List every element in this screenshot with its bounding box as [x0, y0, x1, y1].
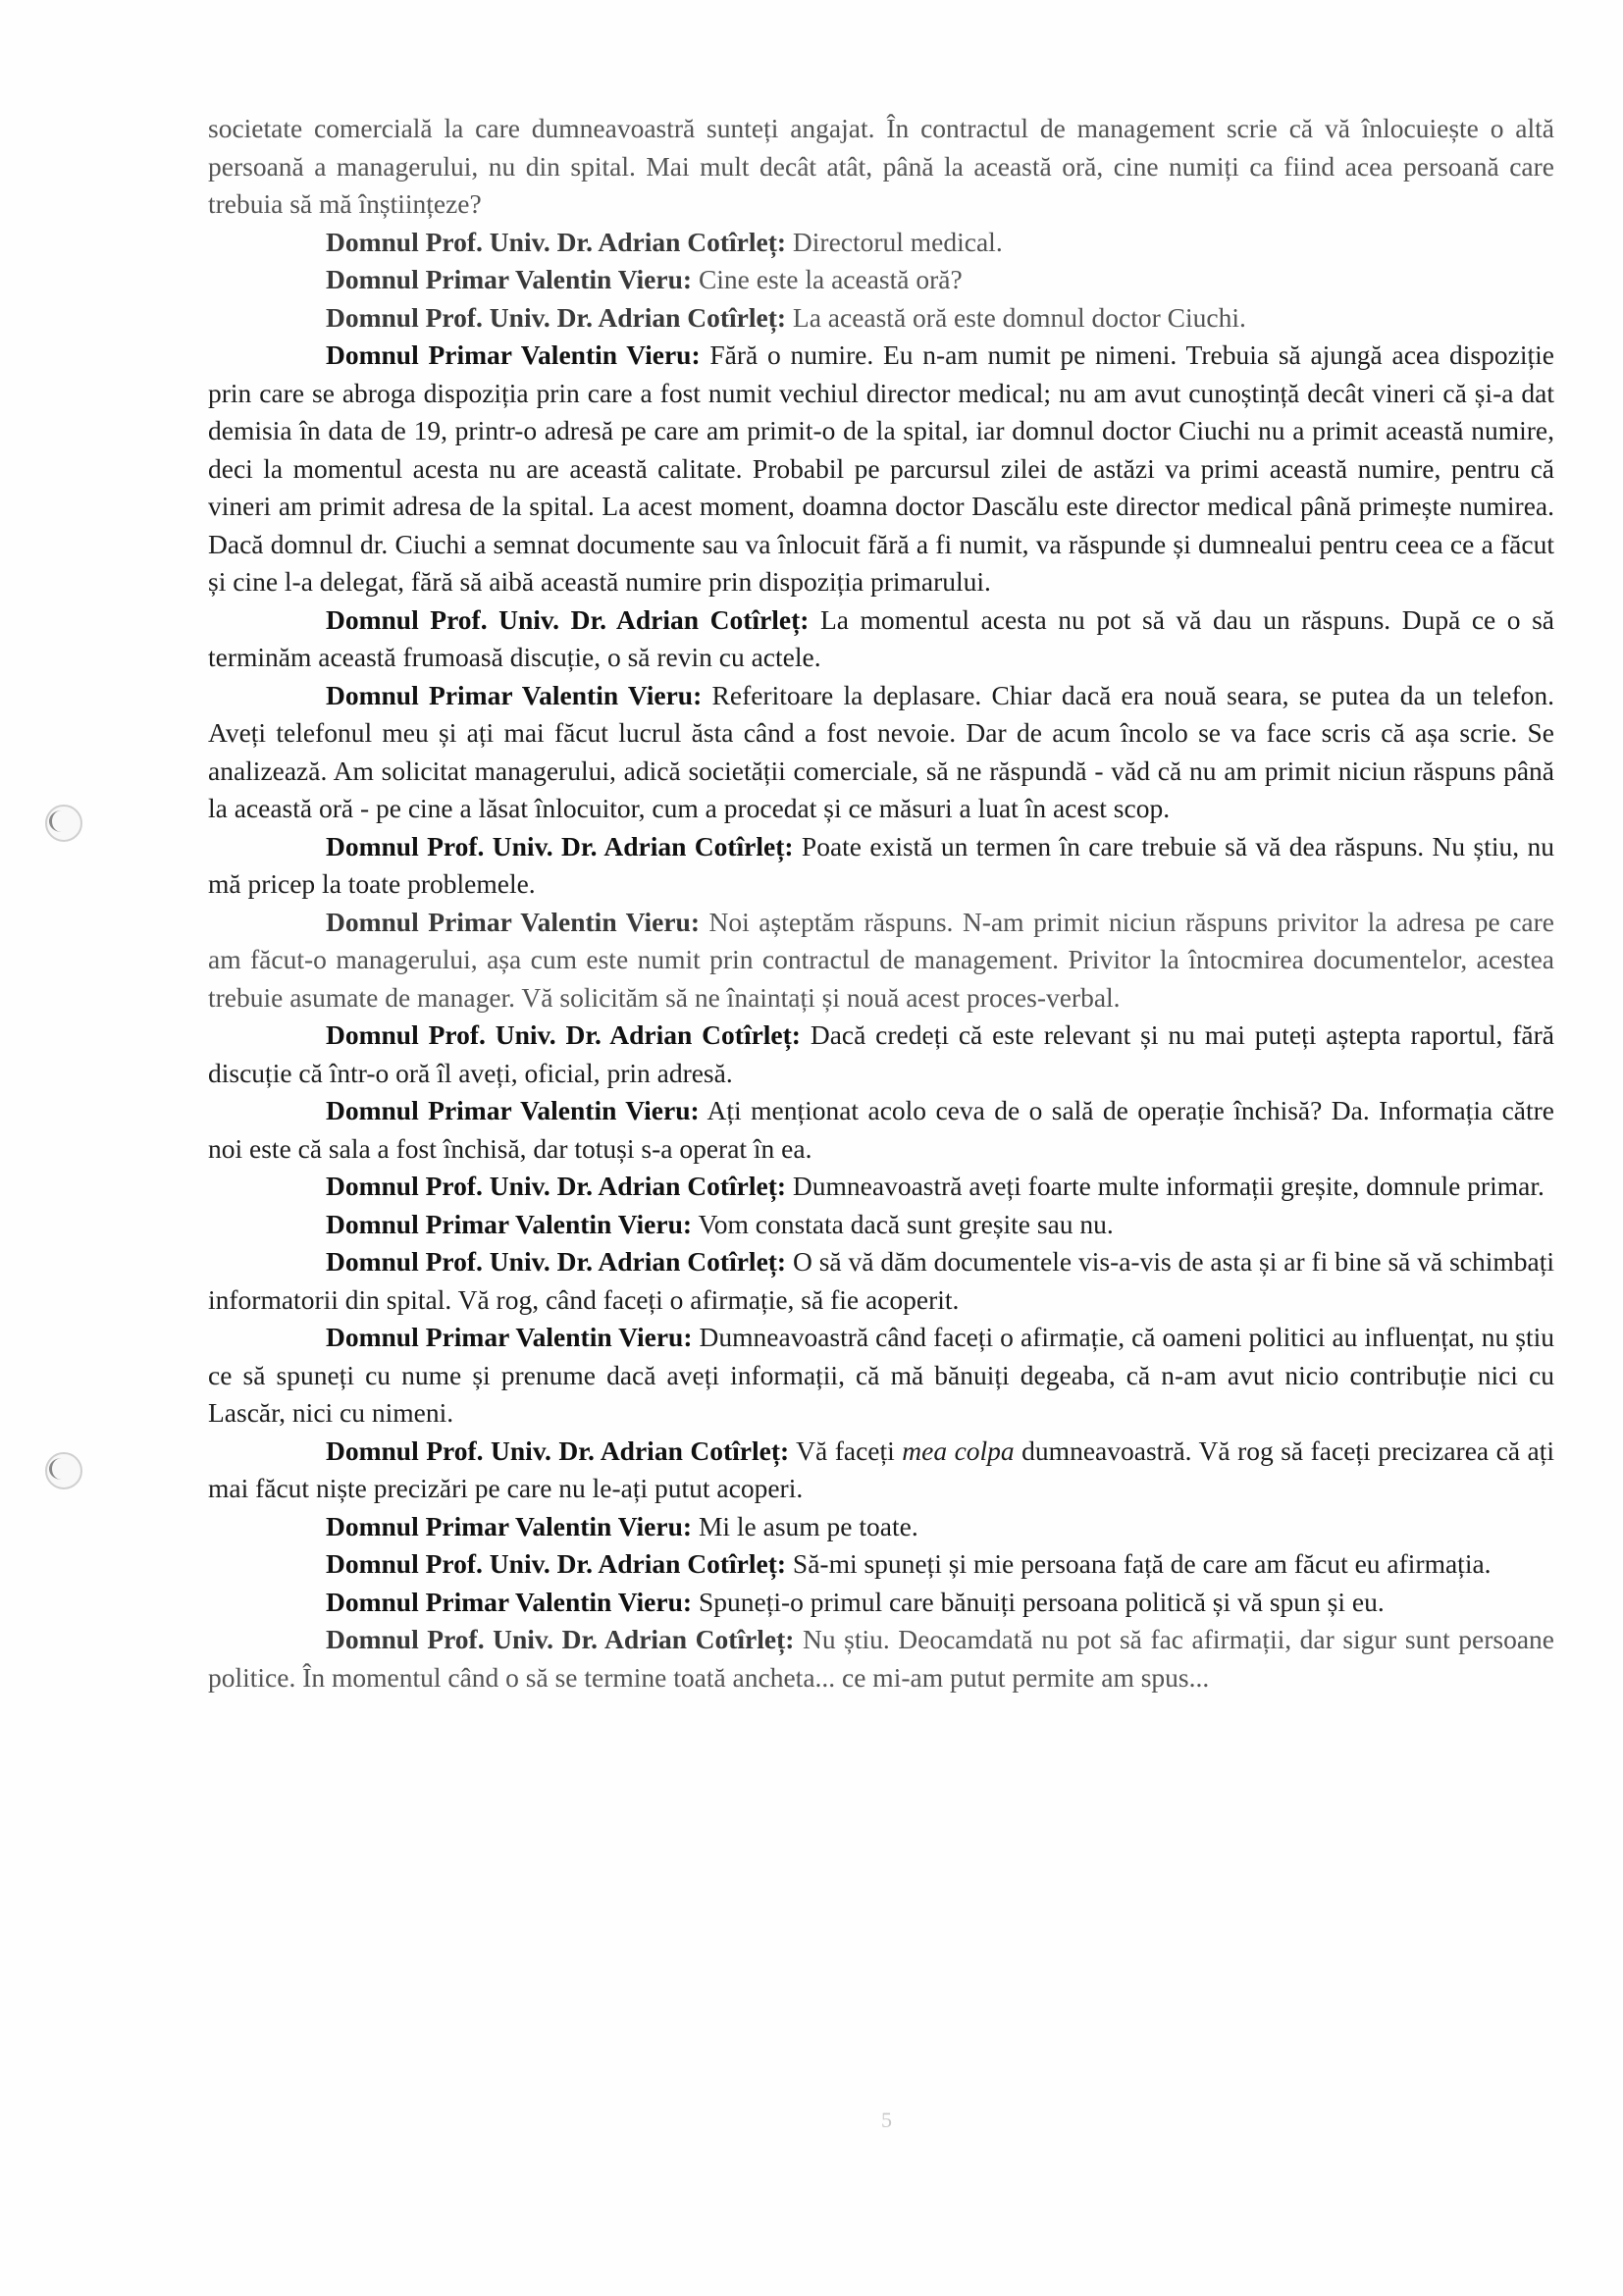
paragraph-9 [208, 1017, 1554, 1092]
utterance: Poate există un termen în care trebuie să vă dea răspuns. Nu știu, nu mă pricep la toate problemele. [208, 830, 1554, 899]
transcript-body [208, 110, 1554, 1696]
paragraph-12 [208, 1206, 1554, 1244]
utterance-after: dumneavoastră. Vă rog să faceți precizarea că ați mai făcut niște precizări pe care nu le-ați putut acoperi. [208, 1435, 1555, 1503]
paragraph-11 [208, 1168, 1554, 1206]
speaker-vieru: Domnul Primar Valentin Vieru: [326, 1208, 693, 1239]
speaker-cotirlet: Domnul Prof. Univ. Dr. Adrian Cotîrleț: [326, 1246, 787, 1277]
paragraph-16 [208, 1508, 1554, 1546]
paragraph-17 [208, 1545, 1554, 1584]
utterance: Mi le asum pe toate. [692, 1510, 918, 1541]
speaker-cotirlet: Domnul Prof. Univ. Dr. Adrian Cotîrleț: [326, 1171, 787, 1201]
utterance: Nu știu. Deocamdată nu pot să fac afirmații, dar sigur sunt persoane politice. În momentul când o să se termine toată ancheta... ce mi-am putut permite am spus... [208, 1624, 1554, 1693]
paragraph-1 [208, 224, 1554, 262]
utterance: Dumneavoastră când faceți o afirmație, că oameni politici au influențat, nu știu ce să spuneți cu nume și prenume dacă aveți informații, că mă bănuiți degeaba, că n-am avut nicio contribuție nici cu Lascăr, nici cu nimeni. [208, 1322, 1554, 1428]
utterance: Noi așteptăm răspuns. N-am primit niciun răspuns privitor la adresa pe care am făcut-o managerului, așa cum este numit prin contractul de management. Privitor la întocmirea documentelor, acestea trebuie asumate de manager. Vă solicităm să ne înaintați și nouă acest proces-verbal. [208, 906, 1554, 1013]
paragraph-6 [208, 677, 1554, 828]
speaker-vieru: Domnul Primar Valentin Vieru: [326, 264, 693, 294]
utterance: O să vă dăm documentele vis-a-vis de asta și ar fi bine să vă schimbați informatorii din spital. Vă rog, când faceți o afirmație, să fie acoperit. [208, 1246, 1555, 1315]
paragraph-10 [208, 1092, 1554, 1168]
speaker-cotirlet: Domnul Prof. Univ. Dr. Adrian Cotîrleț: [326, 301, 787, 333]
paragraph-3 [208, 299, 1554, 338]
utterance: Fără o numire. Eu n-am numit pe nimeni. Trebuia să ajungă acea dispoziție prin care se abroga dispoziția prin care a fost numit vechiul director medical; nu am avut cunoștință decât vineri că și-a dat demisia în data de 19, printr-o adresă pe care am primit-o de la spital, iar domnul doctor Ciuchi nu a primit această numire, deci la momentul acesta nu are această calitate. Probabil pe parcursul zilei de astăzi va primi această numire, pentru că vineri am primit adresa de la spital. La acest moment, doamna doctor Dascălu este director medical până primește numirea. Dacă domnul dr. Ciuchi a semnat documente sau va înlocuit fără a fi numit, va răspunde și dumnealui pentru ceea ce a făcut și cine l-a delegat, fără să aibă această numire prin dispoziția primarului. [208, 339, 1554, 597]
page-number: 5 [881, 2108, 892, 2132]
speaker-vieru: Domnul Primar Valentin Vieru: [326, 1322, 693, 1352]
utterance: Referitoare la deplasare. Chiar dacă era nouă seara, se putea da un telefon. Aveți telefonul meu și ați mai făcut lucrul ăsta când a fost nevoie. Dar de acum încolo se va face scris că așa scrie. Se analizează. Am solicitat managerului, adică societății comerciale, să ne răspundă - văd că nu am primit niciun răspuns până la această oră - pe cine a lăsat înlocuitor, cum a procedat și ce măsuri a luat în acest scop. [208, 679, 1554, 823]
paragraph-13 [208, 1243, 1554, 1319]
speaker-vieru: Domnul Primar Valentin Vieru: [326, 1095, 700, 1125]
speaker-vieru: Domnul Primar Valentin Vieru: [326, 679, 703, 710]
utterance: Dumneavoastră aveți foarte multe informații greșite, domnule primar. [786, 1171, 1544, 1201]
paragraph-18 [208, 1584, 1554, 1622]
utterance: Să-mi spuneți și mie persoana față de care am făcut eu afirmația. [786, 1548, 1492, 1579]
utterance-before: Vă faceți [789, 1435, 903, 1466]
paragraph-8 [208, 904, 1554, 1018]
utterance: Vom constata dacă sunt greșite sau nu. [692, 1208, 1114, 1239]
utterance: Directorul medical. [786, 226, 1003, 257]
paragraph-19 [208, 1621, 1554, 1696]
utterance: Ați menționat acolo ceva de o sală de operație închisă? Da. Informația către noi este că sala a fost închisă, dar totuși s-a operat în ea. [208, 1095, 1554, 1164]
utterance: Dacă credeți că este relevant și nu mai puteți aștepta raportul, fără discuție că într-o oră îl aveți, oficial, prin adresă. [208, 1019, 1555, 1088]
speaker-cotirlet: Domnul Prof. Univ. Dr. Adrian Cotîrleț: [326, 603, 810, 635]
speaker-vieru: Domnul Primar Valentin Vieru: [326, 339, 701, 370]
utterance-italic: mea colpa [902, 1435, 1015, 1466]
paragraph-2 [208, 261, 1554, 299]
intro-paragraph: societate comercială la care dumneavoastră sunteți angajat. În contractul de management scrie că vă înlocuiește o altă persoană a managerului, nu din spital. Mai mult decât atât, până la această oră, cine numiți ca fiind acea persoană care trebuia să mă înștiințeze? [208, 113, 1554, 219]
speaker-cotirlet: Domnul Prof. Univ. Dr. Adrian Cotîrleț: [326, 226, 787, 257]
paragraph-15 [208, 1433, 1554, 1508]
utterance: La această oră este domnul doctor Ciuchi. [786, 301, 1246, 333]
speaker-cotirlet: Domnul Prof. Univ. Dr. Adrian Cotîrleț: [326, 1435, 790, 1466]
paragraph-5 [208, 601, 1554, 677]
punch-hole-bottom [45, 1452, 82, 1489]
speaker-vieru: Domnul Primar Valentin Vieru: [326, 1510, 693, 1541]
punch-hole-top [45, 805, 82, 842]
speaker-vieru: Domnul Primar Valentin Vieru: [326, 1586, 693, 1617]
utterance: Spuneți-o primul care bănuiți persoana politică și vă spun și eu. [692, 1586, 1385, 1617]
speaker-vieru: Domnul Primar Valentin Vieru: [326, 906, 700, 937]
speaker-cotirlet: Domnul Prof. Univ. Dr. Adrian Cotîrleț: [326, 1624, 795, 1654]
speaker-cotirlet: Domnul Prof. Univ. Dr. Adrian Cotîrleț: [326, 1548, 787, 1579]
speaker-cotirlet: Domnul Prof. Univ. Dr. Adrian Cotîrleț: [326, 1019, 801, 1050]
paragraph-4 [208, 337, 1554, 601]
paragraph-7 [208, 828, 1554, 904]
utterance: La momentul acesta nu pot să vă dau un răspuns. După ce o să terminăm această frumoasă discuție, o să revin cu actele. [208, 603, 1554, 672]
speaker-cotirlet: Domnul Prof. Univ. Dr. Adrian Cotîrleț: [326, 830, 794, 861]
paragraph-14 [208, 1319, 1554, 1433]
utterance: Cine este la această oră? [692, 264, 963, 294]
